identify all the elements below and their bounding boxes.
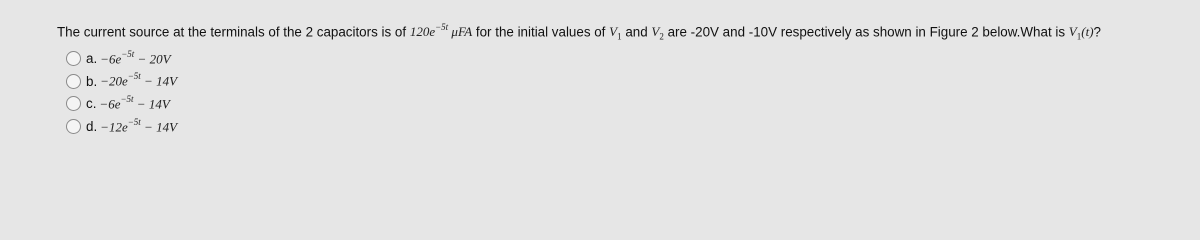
option-expression: $-6e^{-5t} - 20V$ <box>100 48 171 66</box>
question-part-1: The current source at the terminals of the 2 capacitors is of <box>57 24 407 40</box>
radio-button-c[interactable] <box>66 96 81 111</box>
v1t-symbol: $V_1(t)$ <box>1068 24 1094 42</box>
current-expression: $120e^{-5t}$ μFA <box>409 22 473 40</box>
option-b[interactable] <box>66 70 177 93</box>
option-c[interactable] <box>66 92 177 115</box>
option-letter: c. <box>86 96 97 112</box>
option-d[interactable] <box>66 115 177 138</box>
radio-button-d[interactable] <box>66 119 81 134</box>
v1-symbol: $V_1$ <box>609 24 622 42</box>
option-expression: $-20e^{-5t} - 14V$ <box>100 71 178 89</box>
option-a[interactable] <box>66 47 177 70</box>
question-part-2: for the initial values of <box>475 24 606 40</box>
question-mark: ? <box>1093 24 1101 40</box>
question-part-3: are -20V and -10V respectively as shown in Figure 2 below.What is <box>667 24 1066 40</box>
option-expression: $-12e^{-5t} - 14V$ <box>100 116 178 135</box>
question-text <box>57 19 1197 46</box>
answer-options <box>66 47 177 138</box>
radio-button-b[interactable] <box>66 74 81 89</box>
radio-button-a[interactable] <box>66 51 81 66</box>
option-letter: a. <box>86 50 98 66</box>
option-letter: b. <box>86 73 98 89</box>
v2-symbol: $V_2$ <box>651 24 664 42</box>
option-letter: d. <box>86 118 98 134</box>
and-text: and <box>625 24 648 40</box>
option-expression: $-6e^{-5t} - 14V$ <box>99 94 170 112</box>
